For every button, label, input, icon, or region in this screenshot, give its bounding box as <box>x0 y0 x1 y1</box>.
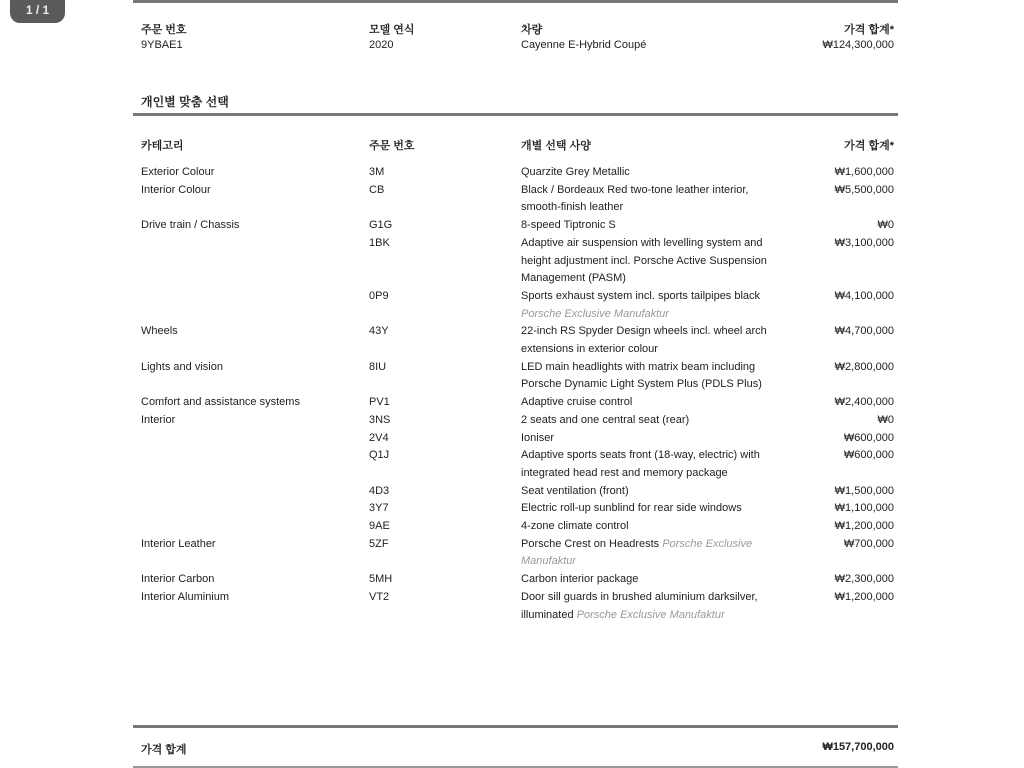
col-category: 카테고리 <box>141 140 184 152</box>
option-code: 43Y <box>369 325 389 338</box>
option-text: Black / Bordeaux Red two-tone leather interior, smooth-finish leather <box>521 183 749 214</box>
option-code: 1BK <box>369 236 390 249</box>
option-price: ₩2,800,000 <box>834 360 894 373</box>
option-text: Ioniser <box>521 431 555 444</box>
option-code: 4D3 <box>369 484 390 497</box>
total-value: ₩157,700,000 <box>822 741 894 753</box>
option-price: ₩2,400,000 <box>834 396 894 409</box>
option-row <box>141 359 894 394</box>
option-price: ₩600,000 <box>843 431 894 444</box>
option-row <box>141 164 894 182</box>
divider <box>133 0 898 3</box>
option-price: ₩1,200,000 <box>834 590 894 603</box>
option-price: ₩4,100,000 <box>834 289 894 302</box>
option-row <box>141 483 894 501</box>
option-text: Door sill guards in brushed aluminium darksilver, illuminated <box>521 590 758 621</box>
option-row <box>141 235 894 288</box>
option-row <box>141 500 894 518</box>
option-category <box>141 288 369 323</box>
option-price: ₩0 <box>877 413 894 426</box>
option-text: 8-speed Tiptronic S <box>521 219 616 232</box>
option-text: 4-zone climate control <box>521 520 629 533</box>
option-price: ₩1,600,000 <box>834 166 894 178</box>
option-price: ₩5,500,000 <box>834 183 894 196</box>
option-category: Interior Leather <box>141 537 216 550</box>
label-vehicle: 차량 <box>521 24 543 36</box>
label-model-year: 모델 연식 <box>369 24 415 36</box>
option-category: Interior Colour <box>141 183 211 196</box>
option-row <box>141 394 894 412</box>
model-year: 2020 <box>369 39 394 51</box>
option-description <box>521 359 786 394</box>
option-row <box>141 536 894 571</box>
option-category <box>141 430 369 448</box>
option-category: Wheels <box>141 325 178 338</box>
option-category <box>141 500 369 518</box>
option-text: Adaptive air suspension with levelling system and height adjustment incl. Porsche Active Suspension Management (PASM) <box>521 236 767 285</box>
option-description <box>521 430 786 448</box>
option-code: G1G <box>369 219 393 232</box>
option-code: 3Y7 <box>369 502 389 515</box>
option-price: ₩2,300,000 <box>834 573 894 586</box>
option-description <box>521 164 786 182</box>
option-row <box>141 447 894 482</box>
option-row <box>141 323 894 358</box>
option-price: ₩600,000 <box>843 449 894 462</box>
option-price: ₩700,000 <box>843 537 894 550</box>
option-category: Exterior Colour <box>141 166 215 178</box>
exclusive-note: Porsche Exclusive Manufaktur <box>521 537 753 568</box>
option-text: Electric roll-up sunblind for rear side windows <box>521 502 742 515</box>
vehicle: Cayenne E-Hybrid Coupé <box>521 39 647 51</box>
option-description <box>521 235 786 288</box>
divider <box>133 113 898 116</box>
option-category <box>141 518 369 536</box>
option-text: Seat ventilation (front) <box>521 484 629 497</box>
option-code: 5ZF <box>369 537 389 550</box>
option-text: Adaptive sports seats front (18-way, electric) with integrated head rest and memory package <box>521 449 760 479</box>
option-text: 22-inch RS Spyder Design wheels incl. wheel arch extensions in exterior colour <box>521 325 767 356</box>
option-code: 9AE <box>369 520 390 533</box>
option-category: Comfort and assistance systems <box>141 396 300 409</box>
option-description <box>521 323 786 358</box>
option-row <box>141 217 894 235</box>
section-title: 개인별 맞춤 선택 <box>141 95 229 109</box>
option-text: LED main headlights with matrix beam including Porsche Dynamic Light System Plus (PDLS Plus) <box>521 360 762 391</box>
option-description <box>521 182 786 217</box>
option-code: 8IU <box>369 360 387 373</box>
option-category <box>141 235 369 288</box>
option-price: ₩3,100,000 <box>834 236 894 249</box>
option-text: Adaptive cruise control <box>521 396 633 409</box>
option-code: VT2 <box>369 590 390 603</box>
option-row <box>141 571 894 589</box>
option-description <box>521 483 786 501</box>
option-text: Sports exhaust system incl. sports tailpipes black <box>521 289 761 302</box>
option-description <box>521 536 786 571</box>
option-price: ₩4,700,000 <box>834 325 894 338</box>
option-description <box>521 217 786 235</box>
option-category <box>141 483 369 501</box>
option-category: Interior Carbon <box>141 573 215 586</box>
option-row <box>141 430 894 448</box>
option-row <box>141 518 894 536</box>
exclusive-note: Porsche Exclusive Manufaktur <box>521 307 669 320</box>
option-description <box>521 571 786 589</box>
option-description <box>521 288 786 323</box>
option-row <box>141 288 894 323</box>
option-category: Lights and vision <box>141 360 223 373</box>
option-code: 5MH <box>369 573 393 586</box>
option-text: Porsche Crest on Headrests <box>521 537 660 550</box>
option-description <box>521 589 786 624</box>
option-price: ₩1,100,000 <box>834 502 894 515</box>
col-code: 주문 번호 <box>369 140 415 152</box>
option-category: Drive train / Chassis <box>141 219 240 232</box>
options-table <box>141 164 894 624</box>
option-text: 2 seats and one central seat (rear) <box>521 413 690 426</box>
option-row <box>141 182 894 217</box>
option-price: ₩1,500,000 <box>834 484 894 497</box>
exclusive-note: Porsche Exclusive Manufaktur <box>576 608 725 621</box>
base-price: ₩124,300,000 <box>822 39 894 51</box>
option-text: Quarzite Grey Metallic <box>521 166 630 178</box>
col-option: 개별 선택 사양 <box>521 140 591 152</box>
option-description <box>521 518 786 536</box>
option-code: PV1 <box>369 396 390 409</box>
option-category <box>141 447 369 482</box>
option-price: ₩0 <box>877 219 894 232</box>
option-code: 3NS <box>369 413 391 426</box>
option-row <box>141 589 894 624</box>
option-category: Interior Aluminium <box>141 590 230 603</box>
page-indicator: 1 / 1 <box>10 0 65 23</box>
option-code: 3M <box>369 166 385 178</box>
option-category: Interior <box>141 413 176 426</box>
divider <box>133 725 898 728</box>
option-price: ₩1,200,000 <box>834 520 894 533</box>
label-order-number: 주문 번호 <box>141 24 187 36</box>
option-description <box>521 394 786 412</box>
option-row <box>141 412 894 430</box>
option-description <box>521 447 786 482</box>
option-code: 0P9 <box>369 289 389 302</box>
col-price: 가격 합계* <box>844 140 894 152</box>
option-description <box>521 500 786 518</box>
option-code: CB <box>369 183 385 196</box>
option-code: 2V4 <box>369 431 389 444</box>
option-description <box>521 412 786 430</box>
total-label: 가격 합계 <box>141 744 187 756</box>
option-text: Carbon interior package <box>521 573 639 586</box>
label-price: 가격 합계* <box>844 24 894 36</box>
option-code: Q1J <box>369 449 390 462</box>
order-number: 9YBAE1 <box>141 39 183 51</box>
